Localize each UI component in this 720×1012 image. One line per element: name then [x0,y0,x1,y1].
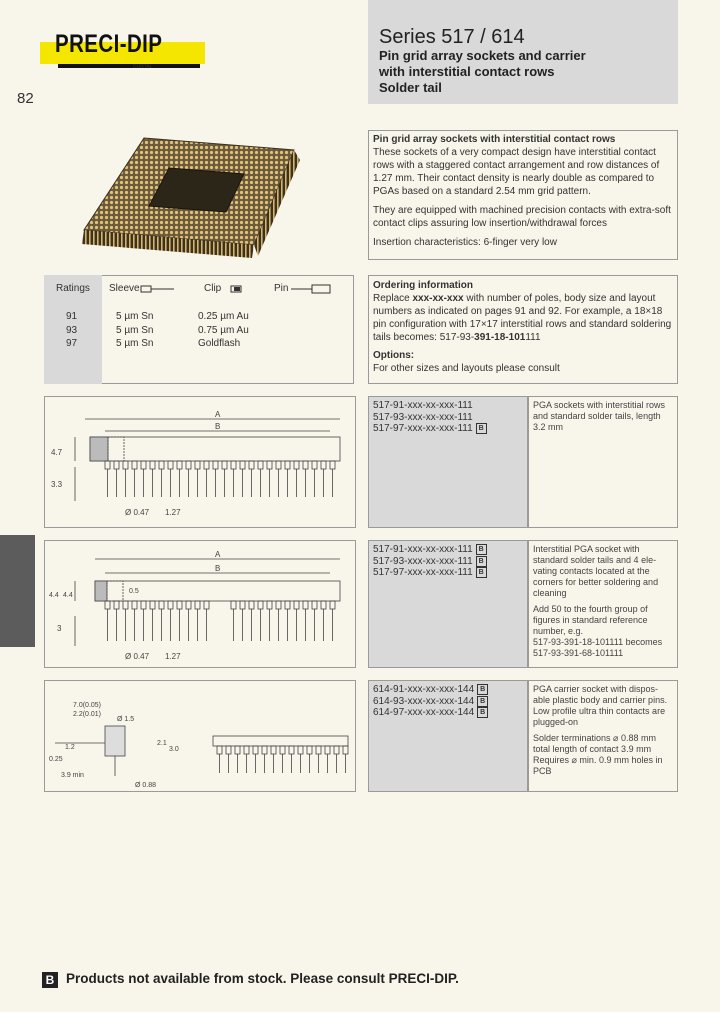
pin-body [276,461,281,469]
codes-panel-1 [368,396,528,528]
order-code-text: 517-97-xxx-xx-xxx-111 [373,567,473,579]
description-line: PCB [533,766,552,776]
dim-diameter-label: Ø 0.47 [125,652,150,661]
side-tab [0,535,35,647]
ratings-table [44,282,354,350]
not-in-stock-badge: B [476,556,487,567]
pin-body [276,601,281,609]
not-in-stock-badge: B [477,684,488,695]
pin-body [141,461,146,469]
pin-body [177,601,182,609]
ordering-example-bold: 391-18-101 [474,332,526,343]
technical-drawing-3 [45,681,355,791]
intro-paragraph: These sockets of a very compact design have interstitial contact rows with a staggered contact arrangement and row distances of 1.27 mm. Their contact density is nearly double as compared to PGAs based on a standard 2.54 mm grid pattern. [373,147,660,197]
pin-body [114,461,119,469]
description-line: number, e.g. [533,626,584,636]
pin-body [330,461,335,469]
description-line: vating contacts located at the [533,566,650,576]
intro-paragraph: Insertion characteristics: 6-finger very low [373,237,557,248]
dim-diameter-label: Ø 0.88 [135,782,157,789]
product-photo [44,130,354,260]
clip-value: Goldflash [198,338,241,349]
ordering-text-part: with number of poles, body size and layout numbers as indicated on pages 91 and 92. For example, a 18×18 pin configuration with 17×17 interstitial rows and standard soldering tails becomes: 517-93- [373,293,672,343]
ordering-text-bold: xxx-xx-xxx [412,293,464,304]
ordering-text-part: Replace [373,293,413,304]
ratings-header-row [44,282,354,298]
ordering-text [373,292,673,344]
dim-h1-label: 2.1 [157,740,167,747]
ratings-row [44,310,354,324]
dim-b-label: B [215,564,221,573]
dim-h1-label: 4.4 [49,592,59,599]
pin-body [217,746,222,754]
pin-body [262,746,267,754]
sleeve-value: 5 µm Sn [116,338,154,349]
pin-body [285,601,290,609]
pin-body [240,461,245,469]
pin-body [150,461,155,469]
not-in-stock-badge: B [476,544,487,555]
intro-paragraph: They are equipped with machined precision contacts with extra-soft contact clips assuring low insertion/withdrawal forces [373,205,671,229]
order-code [373,696,523,708]
dim-a-label: A [215,410,221,419]
ratings-row [44,324,354,337]
dim-h2-label: 4.4 [63,592,73,599]
options-heading: Options: [373,350,415,361]
pin-body [280,746,285,754]
pin-body [330,601,335,609]
rating-code: 93 [66,325,78,336]
order-code-text: 614-91-xxx-xx-xxx-144 [373,684,475,696]
dim-h3-label: 1.2 [65,744,75,751]
pin-body [168,461,173,469]
pin-body [312,461,317,469]
sleeve-icon [140,284,176,294]
pin-body [285,461,290,469]
logo-subtext: DURTAL [133,64,153,70]
pin-body [168,601,173,609]
description-line: Add 50 to the fourth group of [533,604,648,614]
pin-body [321,601,326,609]
dim-diameter-label: Ø 0.47 [125,508,150,517]
pin-body [159,461,164,469]
description-line: corners for better soldering and [533,577,659,587]
clip-value: 0.25 µm Au [198,311,249,322]
pin-body [123,461,128,469]
footer-note: Products not available from stock. Please consult PRECI-DIP. [66,971,459,986]
clip-header: Clip [204,283,222,294]
drawing-panel-3 [44,680,356,792]
pin-body [267,461,272,469]
order-code-text: 614-97-xxx-xx-xxx-144 [373,707,475,719]
order-code [373,400,523,412]
order-code-text: 517-97-xxx-xx-xxx-111 [373,423,473,435]
pin-body [123,601,128,609]
dim-t1-label: 7.0(0.05) [73,702,102,709]
order-code [373,567,523,579]
pin-body [105,601,110,609]
pin-body [258,601,263,609]
sleeve-value: 5 µm Sn [116,311,154,322]
dim-pitch-label: 1.27 [165,652,181,661]
pin-body [177,461,182,469]
dim-h2-label: 3.3 [51,480,63,489]
description-panel-1 [528,396,678,528]
technical-drawing-2 [45,541,355,667]
subtitle-line: with interstitial contact rows [379,64,555,79]
sleeve-header: Sleeve [109,283,140,294]
dim-length-label: 3.9 min [61,772,84,779]
order-code [373,412,523,424]
pin-body [159,601,164,609]
pin-body [267,601,272,609]
dim-b-label: B [215,422,221,431]
pin-body [303,601,308,609]
pin-body [298,746,303,754]
pga-socket-image [44,130,354,260]
description-line: standard solder tails and 4 ele- [533,555,657,565]
technical-drawing-1 [45,397,355,527]
ratings-row [44,337,354,350]
order-code-text: 517-91-xxx-xx-xxx-111 [373,400,473,411]
pin-body [195,601,200,609]
description-line: able plastic body and carrier pins. [533,695,668,705]
drawing-panel-2 [44,540,356,668]
not-in-stock-badge: B [476,423,487,434]
footer-badge: B [42,972,58,988]
order-code [373,556,523,568]
ordering-heading: Ordering information [373,280,473,291]
dim-h4-label: 0.25 [49,756,63,763]
order-code-text: 614-93-xxx-xx-xxx-144 [373,695,475,707]
order-code-text: 517-91-xxx-xx-xxx-111 [373,544,473,556]
description-line: Low profile ultra thin contacts are [533,706,666,716]
ratings-header: Ratings [56,283,90,294]
description-line: 3.2 mm [533,422,564,432]
order-code-text: 517-93-xxx-xx-xxx-111 [373,411,473,423]
pin-icon [290,284,334,294]
description-line: Solder terminations ⌀ 0.88 mm [533,733,656,743]
dim-pitch-label: 1.27 [165,508,181,517]
description-line: 517-93-391-18-101111 becomes [533,637,663,647]
order-code-text: 517-93-xxx-xx-xxx-111 [373,555,473,567]
intro-panel [368,130,678,260]
codes-panel-3 [368,680,528,792]
pin-body [303,461,308,469]
pin-body [231,461,236,469]
pin-body [240,601,245,609]
options-text: For other sizes and layouts please consult [373,363,560,374]
rating-code: 91 [66,311,78,322]
pin-body [312,601,317,609]
description-line: total length of contact 3.9 mm [533,744,652,754]
not-in-stock-badge: B [477,707,488,718]
pin-body [204,601,209,609]
pin-body [186,461,191,469]
pin-body [294,461,299,469]
pin-body [195,461,200,469]
logo-underline [58,64,200,68]
pin-body [132,461,137,469]
pin-body [222,461,227,469]
pin-header: Pin [274,283,289,294]
description-line: PGA sockets with interstitial rows [533,400,666,410]
pin-body [132,601,137,609]
order-code [373,684,523,696]
description-line: cleaning [533,588,567,598]
pin-body [186,601,191,609]
ordering-example-end: 111 [525,332,541,343]
description-line: PGA carrier socket with dispos- [533,684,659,694]
order-code [373,423,523,435]
pin-body [316,746,321,754]
order-code [373,707,523,719]
pin-body [343,746,348,754]
pin-body [213,461,218,469]
pin-body [231,601,236,609]
pin-body [289,746,294,754]
pin-body [249,601,254,609]
ordering-panel [368,275,678,384]
description-line: and standard solder tails, length [533,411,661,421]
description-line: figures in standard reference [533,615,648,625]
pin-body [307,746,312,754]
pin-body [204,461,209,469]
description-line: Interstitial PGA socket with [533,544,640,554]
brand-logo: PRECI-DIP [55,30,163,58]
pin-body [258,461,263,469]
subtitle-line: Solder tail [379,80,442,95]
pin-body [141,601,146,609]
dim-h1-label: 4.7 [51,448,63,457]
dim-h2-label: 3.0 [169,746,179,753]
pin-body [114,601,119,609]
drawing-panel-1 [44,396,356,528]
pin-body [150,601,155,609]
pin-body [321,461,326,469]
dim-h4-label: 3 [57,624,62,633]
clip-value: 0.75 µm Au [198,325,249,336]
series-title: Series 517 / 614 [379,26,525,48]
pin-body [105,461,110,469]
description-panel-2 [528,540,678,668]
series-subtitle [379,48,586,96]
description-panel-3 [528,680,678,792]
dim-h3-label: 0.5 [129,588,139,595]
rating-code: 97 [66,338,78,349]
subtitle-line: Pin grid array sockets and carrier [379,48,586,63]
description-line: 517-93-391-68-101111 [533,648,624,658]
pin-body [235,746,240,754]
order-code [373,544,523,556]
pin-body [334,746,339,754]
sleeve-value: 5 µm Sn [116,325,154,336]
dim-d1-label: Ø 1.5 [117,716,135,723]
description-line: plugged-on [533,717,579,727]
clip-icon [230,284,246,294]
pin-body [294,601,299,609]
page-number: 82 [17,90,34,107]
pin-body [249,461,254,469]
pin-body [271,746,276,754]
pin-body [325,746,330,754]
not-in-stock-badge: B [476,567,487,578]
dim-t2-label: 2.2(0.01) [73,711,102,718]
intro-heading: Pin grid array sockets with interstitial contact rows [373,134,616,145]
not-in-stock-badge: B [477,696,488,707]
pin-body [226,746,231,754]
dim-a-label: A [215,550,221,559]
codes-panel-2 [368,540,528,668]
description-line: Requires ⌀ min. 0.9 mm holes in [533,755,663,765]
pin-body [253,746,258,754]
pin-body [244,746,249,754]
